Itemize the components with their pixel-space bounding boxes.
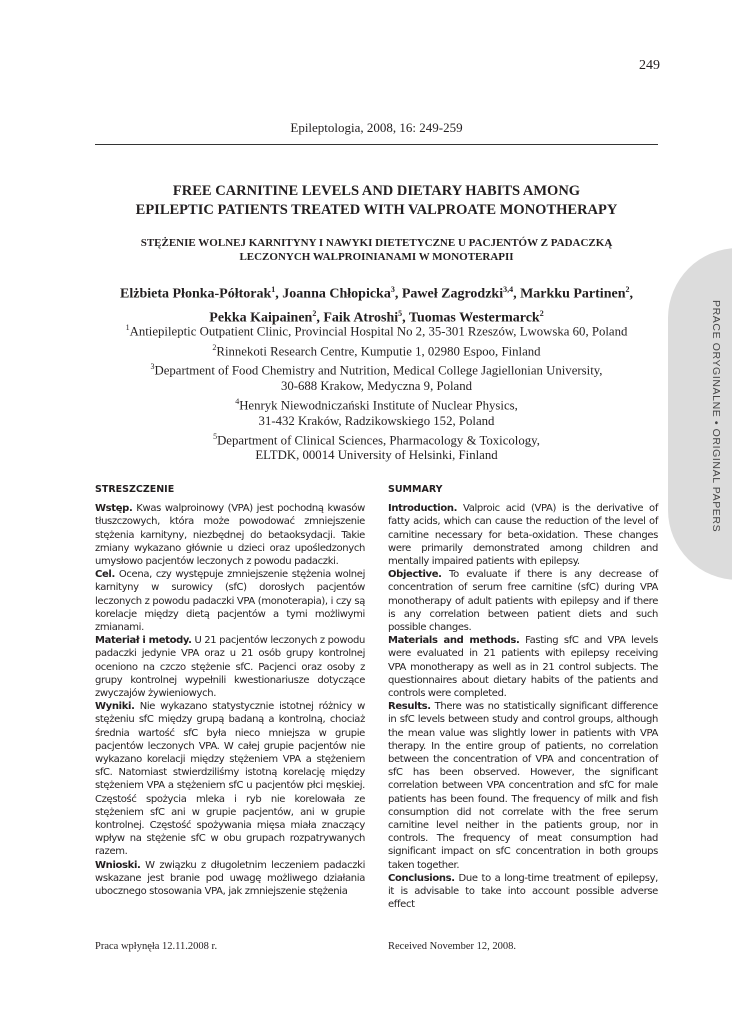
abstract-paragraph	[95, 568, 365, 634]
abstract-paragraph	[388, 700, 658, 872]
affiliation-text: Department of Clinical Sciences, Pharmacology & Toxicology,	[217, 433, 540, 448]
paragraph-label: Results.	[388, 701, 431, 713]
affiliation-text: Henryk Niewodniczański Institute of Nuclear Physics,	[239, 398, 518, 413]
affiliation-mark: 1	[125, 323, 130, 332]
paragraph-label: Wnioski.	[95, 859, 141, 871]
affiliation-mark: 4	[235, 396, 240, 406]
affiliation-mark: 2	[212, 342, 217, 352]
author-affiliation-mark: 5	[398, 308, 403, 318]
affiliation-line	[95, 320, 658, 340]
paragraph-text: Fasting sfC and VPA levels were evaluated in 21 patients with epilepsy receiving VPA monotherapy as well as in 21 control subjects. The questionnaires about dietary habits of the patients and controls were completed.	[388, 635, 659, 700]
author-name: Paweł Zagrodzki	[401, 286, 504, 302]
paragraph-text: Ocena, czy występuje zmniejszenie stężenia wolnej karnityny w surowicy (sfC) dorosłych pacjentów leczonych z powodu padaczki VPA (monoterapia), i czy są korelacje między dietą pacjentów a tymi możliwymi zmianami.	[95, 569, 365, 634]
author-affiliation-mark: 2	[539, 308, 544, 318]
paragraph-text: W związku z długoletnim leczeniem padaczki wskazane jest branie pod uwagę możliwego działania ubocznego stosowania VPA, jak zmniejszenie stężenia	[95, 859, 365, 898]
paragraph-text: To evaluate if there is any decrease of concentration of serum free carnitine (sfC) during VPA monotherapy of adult patients with epilepsy and if there is any correlation between patient diets and such possible changes.	[388, 569, 658, 634]
author-name: Joanna Chłopicka	[282, 286, 391, 302]
paragraph-label: Wstęp.	[95, 503, 133, 515]
abstract-paragraph	[95, 859, 365, 899]
abstract-paragraph	[388, 634, 658, 700]
affiliation-line	[95, 429, 658, 449]
affiliation-line	[95, 448, 658, 463]
streszczenie-heading: STRESZCZENIE	[95, 484, 175, 495]
summary-heading: SUMMARY	[388, 484, 443, 495]
author-affiliation-mark: 2	[312, 308, 317, 318]
author-name: Elżbieta Płonka-Półtorak	[120, 286, 272, 302]
abstract-paragraph	[388, 872, 658, 912]
affiliation-text: 31-432 Kraków, Radzikowskiego 152, Poland	[258, 413, 495, 428]
paragraph-text: There was no statistically significant difference in sfC levels between study and control groups, although the mean value was slightly lower in patients with VPA therapy. In the entire group of patients, no correlation between the concentration of VPA and concentration of sfC has been observed. However, the significant correlation between VPA concentration and sfC for male patients has been found. The frequency of milk and fish consumption did not correlate with the free serum carnitine level neither in the patients group, nor in controls. The frequency of meat consumption had significant impact on sfC concentration in both groups taken together.	[388, 701, 658, 871]
title-line: EPILEPTIC PATIENTS TREATED WITH VALPROATE MONOTHERAPY	[135, 202, 618, 218]
author-separator: ,	[394, 286, 402, 302]
author-name: Tuomas Westermarck	[408, 310, 540, 326]
streszczenie-column	[95, 483, 365, 898]
paragraph-label: Introduction.	[388, 503, 458, 515]
paragraph-label: Materiał i metody.	[95, 635, 192, 647]
affiliation-line	[95, 340, 658, 360]
author-affiliation-mark: 2	[625, 285, 630, 294]
affiliation-line	[95, 394, 658, 414]
author-separator: ,	[316, 310, 324, 326]
abstract-paragraph	[95, 634, 365, 700]
header-rule	[95, 144, 658, 145]
paragraph-text: Kwas walproinowy (VPA) jest pochodną kwasów tłuszczowych, która może powodować zmniejszenie stężenia karnityny, niezbędnej do betaoksydacji. Takie zmiany wykazano głównie u dzieci oraz upośledzonych umysłowo pacjentów leczonych z powodu padaczki.	[95, 503, 365, 568]
paragraph-text: U 21 pacjentów leczonych z powodu padaczki jedynie VPA oraz u 21 osób grupy kontrolnej oceniono na czczo stężenie sfC. Pacjenci oraz osoby z grupy kontrolnej wypełnili kwestionariusze dotyczące zwyczajów żywieniowych.	[95, 635, 365, 700]
author-name: Pekka Kaipainen	[209, 310, 313, 326]
paragraph-label: Cel.	[95, 569, 115, 581]
affiliation-text: Antiepileptic Outpatient Clinic, Provincial Hospital No 2, 35-301 Rzeszów, Lwowska 60, Poland	[129, 324, 628, 339]
author-name: Markku Partinen	[520, 286, 626, 302]
abstract-paragraph	[95, 502, 365, 568]
section-tab-label: PRACE ORYGINALNE • ORIGINAL PAPERS	[710, 300, 722, 533]
summary-column	[388, 483, 658, 912]
paragraph-text: Nie wykazano statystycznie istotnej różnicy w stężeniu sfC między grupą badaną a kontrolną, chociaż średnia wartość sfC była nieco mniejsza w grupie pacjentów leczonych VPA. W całej grupie pacjentów nie wykazano korelacji między stężeniem VPA a stężeniem sfC. Natomiast stwierdziliśmy istotną korelację między stężeniem VPA a stężeniem sfC u pacjentów płci męskiej. Częstość spożycia mleka i ryb nie korelowała ze stężeniem sfC ani w grupie pacjentów, ani w grupie kontrolnej. Częstość spożywania mięsa miała znaczący wpływ na stężenie sfC w obu grupach rozpatrywanych razem.	[95, 701, 365, 858]
subtitle-line: STĘŻENIE WOLNEJ KARNITYNY I NAWYKI DIETETYCZNE U PACJENTÓW Z PADACZKĄ	[140, 237, 613, 249]
abstract-paragraph	[388, 568, 658, 634]
paragraph-text: Due to a long-time treatment of epilepsy, it is advisable to take into account possible adverse effect	[388, 872, 658, 911]
author-line	[95, 280, 658, 304]
received-date-pl: Praca wpłynęła 12.11.2008 r.	[95, 941, 218, 952]
paragraph-label: Wyniki.	[95, 701, 135, 713]
affiliation-text: 30-688 Krakow, Medyczna 9, Poland	[280, 378, 473, 393]
abstract-paragraph	[95, 700, 365, 858]
affiliation-text: ELTDK, 00014 University of Helsinki, Finland	[255, 448, 498, 463]
received-date-en: Received November 12, 2008.	[388, 941, 517, 952]
affiliation-line	[95, 414, 658, 429]
affiliations	[95, 320, 658, 464]
article-title	[95, 182, 658, 220]
author-separator: ,	[275, 286, 283, 302]
paragraph-label: Objective.	[388, 569, 442, 581]
author-separator: ,	[402, 310, 409, 326]
author-affiliation-mark: 3	[390, 285, 395, 294]
affiliation-mark: 5	[213, 431, 218, 441]
abstract-paragraph	[388, 502, 658, 568]
author-name: Faik Atroshi	[323, 310, 399, 326]
paragraph-text: Valproic acid (VPA) is the derivative of fatty acids, which can cause the reduction of the level of carnitine necessary for beta-oxidation. These changes were primarily demonstrated among children and mentally impaired patients with epilepsy.	[388, 503, 658, 568]
paragraph-label: Conclusions.	[388, 872, 455, 884]
affiliation-line	[95, 379, 658, 394]
author-separator: ,	[513, 286, 521, 302]
author-affiliation-mark: 1	[271, 285, 276, 294]
affiliation-text: Department of Food Chemistry and Nutrition, Medical College Jagiellonian University,	[154, 363, 603, 378]
subtitle-line: LECZONYCH WALPROINIANAMI W MONOTERAPII	[239, 251, 514, 263]
paragraph-label: Materials and methods.	[388, 635, 520, 647]
page-number: 249	[639, 58, 660, 73]
author-affiliation-mark: 3,4	[503, 285, 514, 294]
affiliation-text: Rinnekoti Research Centre, Kumputie 1, 02980 Espoo, Finland	[216, 343, 541, 358]
title-line: FREE CARNITINE LEVELS AND DIETARY HABITS AMONG	[172, 183, 581, 199]
journal-reference: Epileptologia, 2008, 16: 249-259	[290, 120, 463, 135]
affiliation-line	[95, 359, 658, 379]
article-subtitle	[95, 236, 658, 264]
affiliation-mark: 3	[150, 362, 155, 372]
author-separator: ,	[629, 286, 633, 302]
